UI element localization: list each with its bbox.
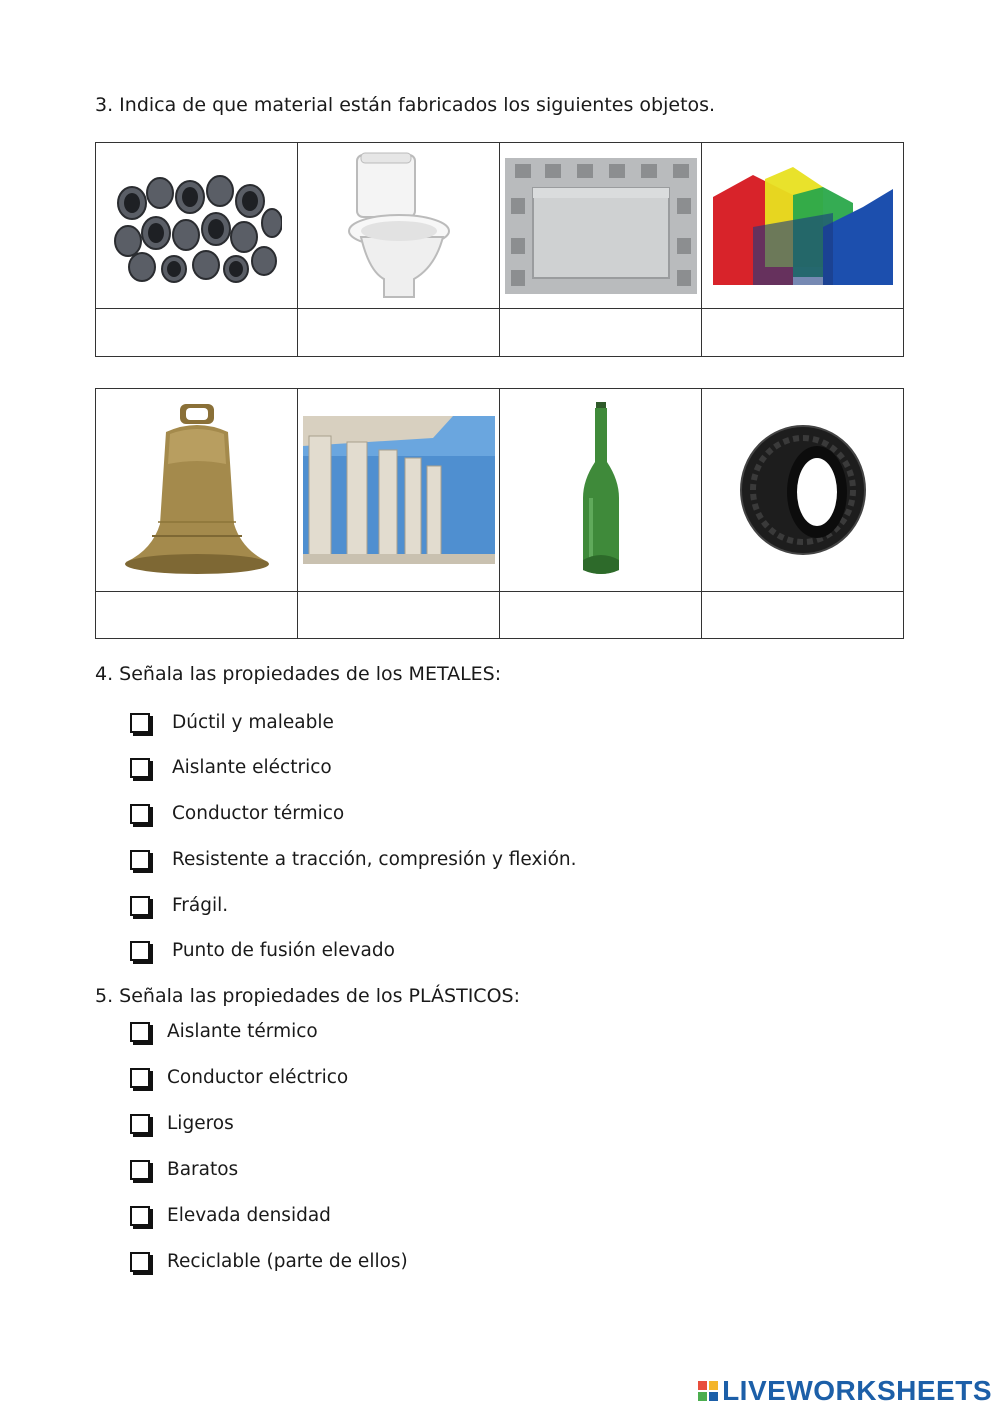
image-cell	[500, 143, 702, 309]
option-label: Frágil.	[172, 895, 229, 916]
metal-option	[130, 895, 228, 916]
pvc-pipes-image	[112, 163, 282, 288]
answer-cell[interactable]	[96, 309, 298, 357]
toilet-image	[339, 151, 459, 301]
answer-input[interactable]	[702, 322, 903, 343]
image-cell	[500, 389, 702, 592]
plastic-option	[130, 1251, 408, 1272]
materials-table-1	[95, 142, 904, 357]
glass-bottle-image	[581, 402, 621, 578]
plastic-option	[130, 1113, 234, 1134]
logo-icon	[698, 1381, 718, 1401]
checkbox[interactable]	[130, 1252, 150, 1272]
marble-columns-image	[303, 416, 495, 564]
answer-input[interactable]	[702, 605, 903, 626]
plastic-option	[130, 1067, 348, 1088]
option-label: Conductor térmico	[172, 803, 345, 824]
option-label: Punto de fusión elevado	[172, 940, 395, 961]
checkbox[interactable]	[130, 850, 150, 870]
metal-option	[130, 940, 395, 961]
image-cell	[702, 143, 904, 309]
option-label: Resistente a tracción, compresión y flexión.	[172, 849, 577, 870]
metal-option	[130, 712, 334, 733]
checkbox[interactable]	[130, 804, 150, 824]
checkbox[interactable]	[130, 1206, 150, 1226]
plastic-option	[130, 1021, 318, 1042]
answer-cell[interactable]	[298, 309, 500, 357]
metal-option	[130, 803, 344, 824]
liveworksheets-logo	[698, 1375, 992, 1407]
image-cell	[298, 389, 500, 592]
answer-input[interactable]	[298, 322, 499, 343]
option-label: Conductor eléctrico	[167, 1067, 349, 1088]
answer-cell[interactable]	[702, 309, 904, 357]
plastic-option	[130, 1205, 331, 1226]
checkbox[interactable]	[130, 713, 150, 733]
image-cell	[702, 389, 904, 592]
checkbox[interactable]	[130, 1160, 150, 1180]
question-3-title: 3. Indica de que material están fabricados los siguientes objetos.	[95, 94, 716, 116]
image-cell	[298, 143, 500, 309]
checkbox[interactable]	[130, 1022, 150, 1042]
bronze-bell-image	[122, 404, 272, 576]
image-cell	[96, 389, 298, 592]
option-label: Baratos	[167, 1159, 239, 1180]
checkbox[interactable]	[130, 1068, 150, 1088]
question-5-title: 5. Señala las propiedades de los PLÁSTICOS:	[95, 985, 520, 1007]
image-cell	[96, 143, 298, 309]
logo-text: LIVEWORKSHEETS	[722, 1375, 992, 1406]
option-label: Aislante térmico	[167, 1021, 318, 1042]
question-4-title: 4. Señala las propiedades de los METALES:	[95, 663, 502, 685]
concrete-blocks-image	[505, 158, 697, 294]
answer-cell[interactable]	[702, 592, 904, 639]
checkbox[interactable]	[130, 1114, 150, 1134]
answer-input[interactable]	[96, 605, 297, 626]
checkbox[interactable]	[130, 941, 150, 961]
answer-cell[interactable]	[96, 592, 298, 639]
answer-cell[interactable]	[500, 592, 702, 639]
option-label: Elevada densidad	[167, 1205, 331, 1226]
answer-input[interactable]	[96, 322, 297, 343]
metal-option	[130, 757, 332, 778]
answer-cell[interactable]	[298, 592, 500, 639]
option-label: Reciclable (parte de ellos)	[167, 1251, 408, 1272]
plastic-option	[130, 1159, 238, 1180]
checkbox[interactable]	[130, 758, 150, 778]
option-label: Dúctil y maleable	[172, 712, 334, 733]
colored-plastic-sheets-image	[713, 167, 893, 285]
answer-input[interactable]	[500, 605, 701, 626]
metal-option	[130, 849, 577, 870]
option-label: Ligeros	[167, 1113, 234, 1134]
answer-input[interactable]	[298, 605, 499, 626]
rubber-tire-image	[733, 420, 873, 560]
answer-input[interactable]	[500, 322, 701, 343]
checkbox[interactable]	[130, 896, 150, 916]
answer-cell[interactable]	[500, 309, 702, 357]
materials-table-2	[95, 388, 904, 639]
option-label: Aislante eléctrico	[172, 757, 332, 778]
